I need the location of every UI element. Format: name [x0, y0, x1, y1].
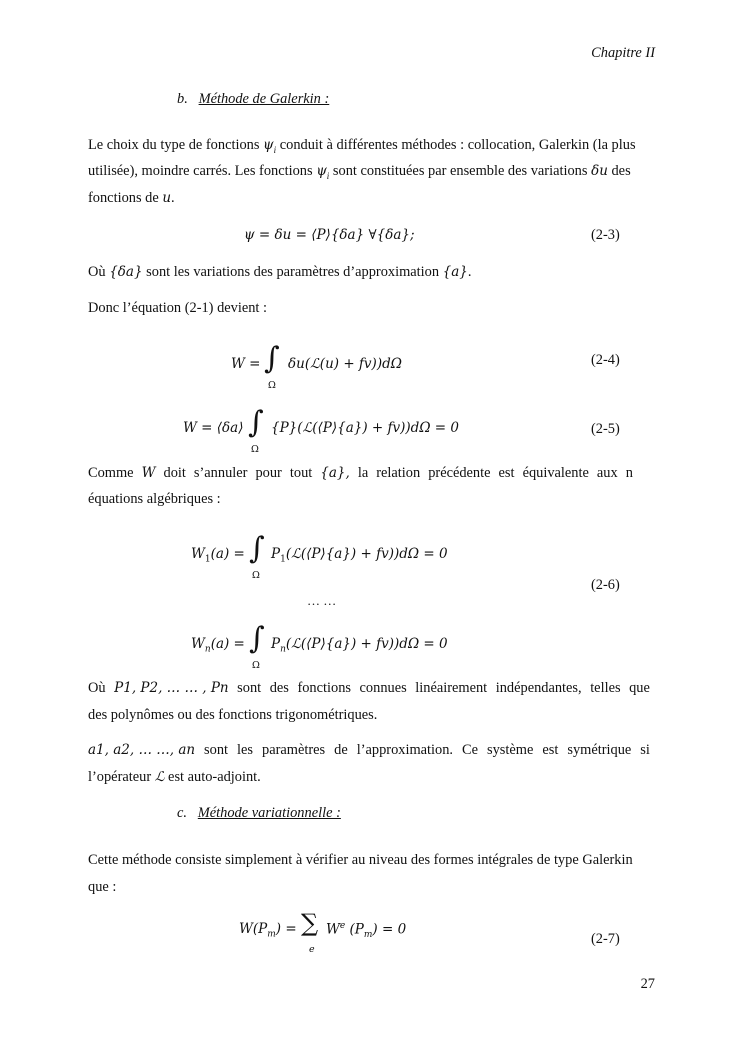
sum-subscript: e — [309, 944, 315, 955]
equation-2-3: ψ = δu = ⟨P⟩{δa} ∀{δa}; — [244, 227, 415, 243]
equation-2-6-linen-lhs — [191, 636, 245, 655]
omega-subscript: Ω — [252, 660, 260, 671]
omega-subscript: Ω — [268, 380, 276, 391]
word: indépendantes, — [495, 680, 582, 696]
paragraph-4-line-2: équations algébriques : — [88, 491, 221, 507]
word: n — [625, 465, 633, 481]
paragraph-3: Donc l’équation (2-1) devient : — [88, 300, 268, 316]
math-inline: a1, a2, … …, an — [88, 742, 196, 758]
math-inline: P1, P2, … … , Pn — [114, 680, 229, 696]
word: pour — [255, 465, 282, 481]
subscript: i — [326, 170, 330, 181]
word: connues — [359, 680, 407, 696]
p-symbol: P — [271, 546, 281, 562]
integral-sign: ∫ — [249, 531, 265, 566]
integral-sign: ∫ — [249, 621, 265, 656]
subscript: m — [363, 930, 373, 941]
math-text: W(P — [239, 921, 268, 937]
subscript: m — [267, 929, 276, 940]
word: équivalente — [522, 465, 589, 481]
word: précédente — [428, 465, 491, 481]
equation-2-4-lhs: W = — [231, 356, 261, 372]
equation-number: (2-3) — [591, 227, 620, 243]
word: fonctions — [297, 680, 351, 696]
text: . — [467, 264, 472, 280]
word: sont — [204, 742, 229, 758]
word: la — [357, 465, 369, 481]
paragraph-6-line-1 — [88, 741, 650, 759]
section-letter: c. — [177, 805, 187, 821]
equation-2-7-lhs — [239, 921, 297, 940]
subscript: n — [280, 644, 286, 655]
equation-2-6-line1-lhs — [191, 546, 245, 565]
paragraph-7-line-1: Cette méthode consiste simplement à vérifier au niveau des formes intégrales de type Galerkin — [88, 852, 633, 868]
word: l’approximation. — [356, 742, 454, 758]
word: tout — [289, 465, 313, 481]
chapter-header: Chapitre II — [591, 45, 655, 61]
omega-subscript: Ω — [252, 570, 260, 581]
equation-number: (2-4) — [591, 352, 620, 368]
word: des — [269, 680, 289, 696]
operator-symbol: ℒ — [154, 769, 165, 785]
math-inline: {a}, — [320, 465, 350, 481]
superscript: e — [339, 921, 346, 931]
text: Le choix du type de fonctions — [88, 137, 264, 153]
math-text: ) = — [275, 921, 297, 937]
math-inline: W — [141, 465, 156, 481]
integral-sign: ∫ — [248, 405, 264, 440]
section-c-heading — [177, 804, 341, 822]
text: sont constituées par ensemble des variations — [329, 163, 592, 179]
equation-2-4-rhs: δu(ℒ(u) + fv))dΩ — [288, 356, 402, 372]
paragraph-7-line-2: que : — [88, 879, 117, 895]
text: conduit à différentes méthodes : collocation, Galerkin (la plus — [276, 137, 636, 153]
text: . — [171, 190, 175, 206]
word: Comme — [88, 465, 134, 481]
text: Où — [88, 264, 110, 280]
w-symbol: W — [191, 636, 205, 652]
equation-number: (2-5) — [591, 421, 620, 437]
subscript: 1 — [204, 554, 211, 565]
word: telles — [590, 680, 621, 696]
math-text: (P — [349, 921, 364, 938]
word: s’annuler — [193, 465, 248, 481]
word: les — [237, 742, 254, 758]
equation-2-6-linen-rhs — [271, 636, 448, 655]
equation-2-7-rhs — [326, 921, 406, 940]
word: si — [640, 742, 650, 758]
subscript: i — [273, 144, 277, 155]
word: relation — [376, 465, 421, 481]
math-text: (ℒ(⟨P⟩{a}) + fv))dΩ = 0 — [285, 546, 448, 562]
paragraph-1-line-3 — [88, 189, 175, 207]
word: de — [334, 742, 348, 758]
w-symbol: W — [191, 546, 205, 562]
math-text: (a) = — [210, 636, 245, 652]
ellipsis: … … — [307, 593, 337, 608]
psi-symbol: ψ — [263, 137, 274, 153]
word: sont — [237, 680, 262, 696]
text: des — [607, 163, 631, 179]
equation-2-5-rhs: {P}(ℒ(⟨P⟩{a}) + fv))dΩ = 0 — [271, 420, 459, 436]
text: est auto-adjoint. — [164, 769, 261, 785]
word: Où — [88, 680, 106, 696]
omega-subscript: Ω — [251, 444, 259, 455]
psi-symbol: ψ — [316, 163, 327, 179]
equation-number: (2-7) — [591, 931, 620, 947]
paragraph-5-line-1 — [88, 679, 650, 697]
paragraph-4-line-1 — [88, 464, 633, 482]
math-inline: {a} — [442, 264, 468, 280]
paragraph-1-line-2 — [88, 162, 657, 185]
word: est — [542, 742, 559, 758]
word: est — [498, 465, 515, 481]
section-title: Méthode variationnelle : — [197, 805, 341, 821]
word: Ce — [462, 742, 479, 758]
page-number: 27 — [640, 976, 655, 992]
math-text: ) = 0 — [372, 921, 407, 938]
math-text: (ℒ(⟨P⟩{a}) + fv))dΩ = 0 — [285, 636, 448, 652]
integral-sign: ∫ — [264, 341, 280, 376]
paragraph-6-line-2 — [88, 768, 261, 786]
word: doit — [163, 465, 186, 481]
paragraph-2 — [88, 263, 472, 281]
text: sont les variations des paramètres d’approximation — [142, 264, 443, 280]
text: fonctions de — [88, 190, 163, 206]
p-symbol: P — [271, 636, 281, 652]
math-inline: {δa} — [109, 264, 143, 280]
section-letter: b. — [177, 91, 188, 107]
equation-2-6-line1-rhs — [271, 546, 448, 565]
paragraph-1-line-1 — [88, 136, 657, 159]
delta-u: δu — [591, 163, 608, 179]
word: que — [629, 680, 650, 696]
u-symbol: u — [162, 190, 172, 206]
equation-number: (2-6) — [591, 577, 620, 593]
word: linéairement — [415, 680, 488, 696]
word: symétrique — [567, 742, 632, 758]
paragraph-5-line-2: des polynômes ou des fonctions trigonométriques. — [88, 707, 378, 723]
text: l’opérateur — [88, 769, 155, 785]
subscript: 1 — [280, 554, 286, 565]
equation-2-5-lhs: W = ⟨δa⟩ — [183, 420, 244, 436]
math-text: (a) = — [210, 546, 245, 562]
w-symbol: W — [326, 921, 340, 938]
sum-sign: ∑ — [301, 909, 319, 937]
word: système — [487, 742, 534, 758]
word: aux — [596, 465, 618, 481]
text: utilisée), moindre carrés. Les fonctions — [88, 163, 317, 179]
word: paramètres — [262, 742, 326, 758]
subscript: n — [204, 644, 211, 655]
section-b-heading — [177, 90, 329, 108]
section-title: Méthode de Galerkin : — [198, 91, 330, 107]
